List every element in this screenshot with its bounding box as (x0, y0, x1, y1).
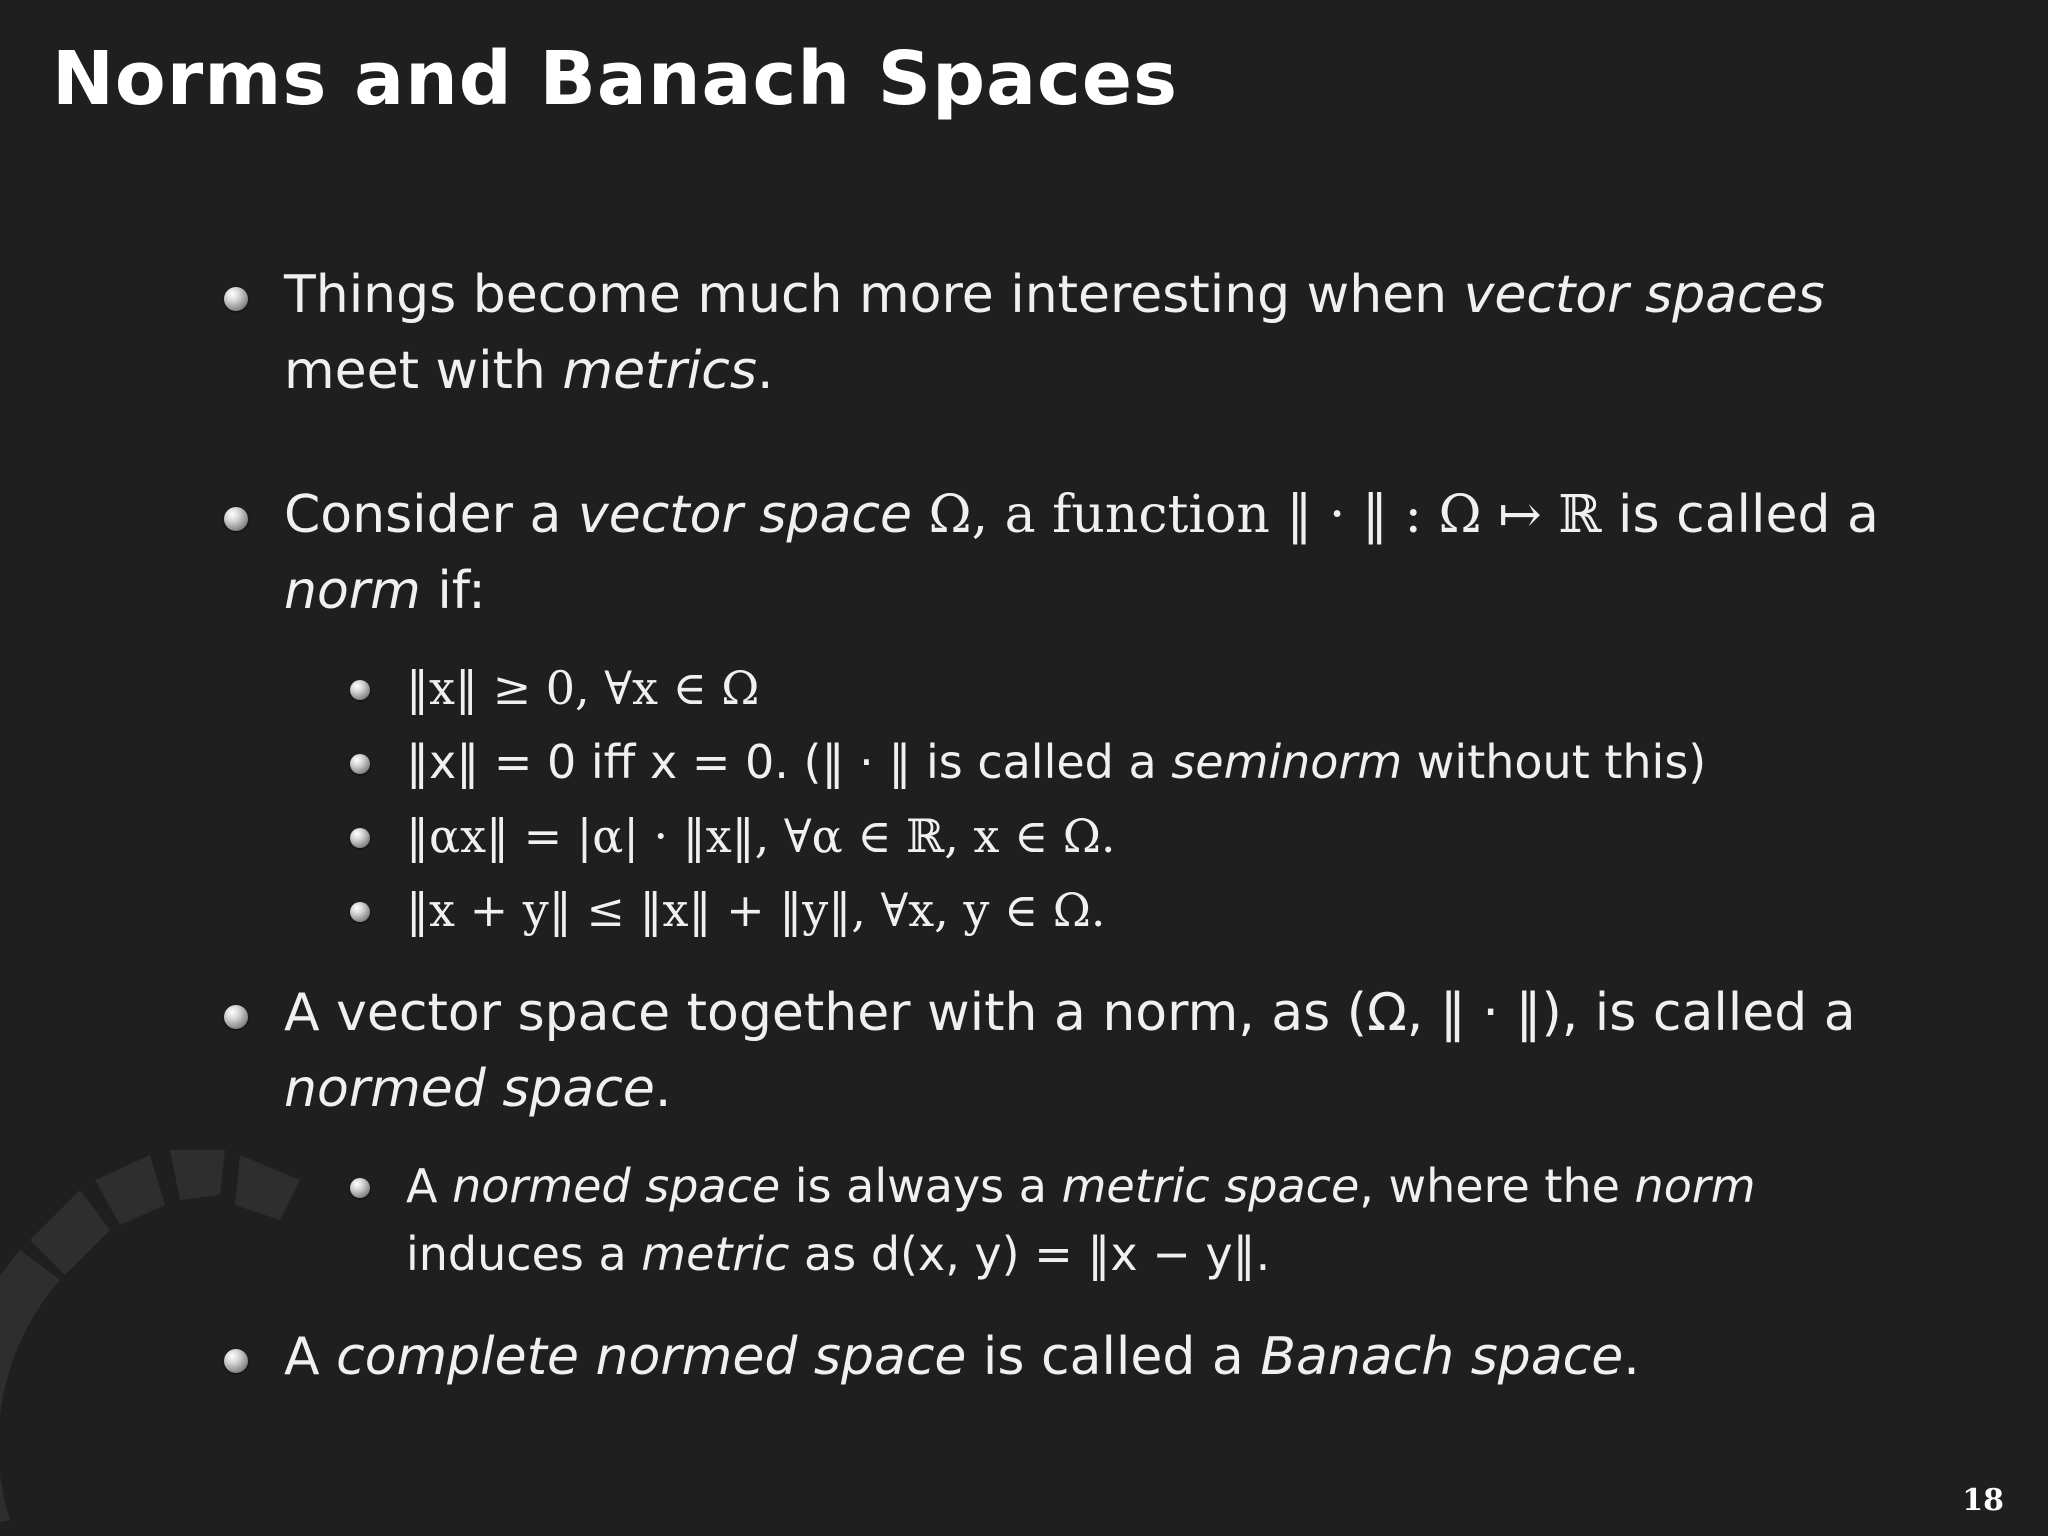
bullet-marker-icon (224, 1005, 248, 1029)
bullet-marker-icon (224, 507, 248, 531)
bullet-2-line-2: norm if: (284, 561, 486, 621)
decorative-wheel-graphic (0, 1150, 330, 1536)
bullet-2-line-1: Consider a vector space Ω, a function ‖ · ‖ : Ω ↦ ℝ is called a (284, 485, 1879, 545)
bullet-marker-icon (224, 287, 248, 311)
bullet-1-line-2: meet with metrics. (284, 341, 774, 401)
sub-bullet-marker-icon (350, 902, 370, 922)
sub-bullet-marker-icon (350, 754, 370, 774)
sub-bullet-normed-line-1: A normed space is always a metric space, where the norm (406, 1159, 1756, 1213)
sub-bullet-normed-line-2: induces a metric as d(x, y) = ‖x − y‖. (406, 1227, 1271, 1281)
bullet-1-line-1: Things become much more interesting when vector spaces (284, 265, 1825, 325)
bullet-4-line-1: A complete normed space is called a Banach space. (284, 1327, 1640, 1387)
sub-bullet-marker-icon (350, 828, 370, 848)
slide-title: Norms and Banach Spaces (52, 36, 1179, 122)
sub-bullet-marker-icon (350, 680, 370, 700)
bullet-marker-icon (224, 1349, 248, 1373)
sub-bullet-marker-icon (350, 1178, 370, 1198)
page-number: 18 (1962, 1483, 2004, 1518)
sub-bullet-definiteness-text: ‖x‖ = 0 iff x = 0. (‖ · ‖ is called a seminorm without this) (406, 735, 1707, 789)
bullet-3-line-2: normed space. (284, 1059, 672, 1119)
